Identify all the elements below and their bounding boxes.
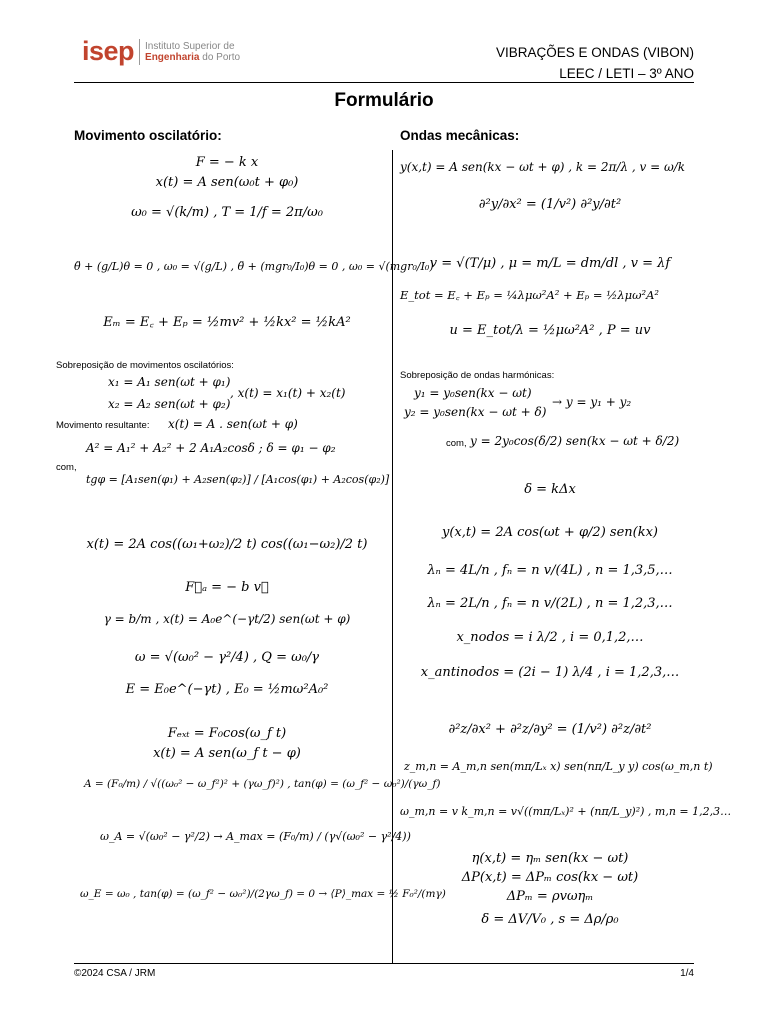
eq-forced-amplitude: A = (F₀/m) / √((ω₀² − ω_f²)² + (γω_f)²) , tan(φ) = (ω_f² − ω₀²)/(γω_f)	[84, 778, 441, 790]
eq-energy-resonance: ω_E = ω₀ , tan(φ) = (ω_f² − ω₀²)/(2γω_f) = 0 → ⟨P⟩_max = ½ F₀²/(mγ)	[80, 888, 446, 900]
eq-damped-motion: γ = b/m , x(t) = A₀e^(−γt/2) sen(ωt + φ)	[103, 612, 351, 626]
eq-amplitude: A² = A₁² + A₂² + 2 A₁A₂cosδ ; δ = φ₁ − φ₂	[86, 441, 336, 455]
eq-damping-force: F⃗ₐ = − b v⃗	[185, 580, 269, 595]
eq-antinodes: x_antinodos = (2i − 1) λ/4 , i = 1,2,3,…	[420, 665, 680, 680]
eq-condensation: δ = ΔV/V₀ , s = Δρ/ρ₀	[481, 912, 619, 927]
logo-separator	[139, 39, 140, 65]
eq-y2: y₂ = y₀sen(kx − ωt + δ)	[404, 405, 547, 419]
isep-logo	[82, 38, 240, 65]
logo-line2-rest: do Porto	[199, 51, 241, 63]
logo-line2-highlight: Engenharia	[145, 51, 200, 63]
eq-phase: tgφ = [A₁sen(φ₁) + A₂sen(φ₂)] / [A₁cos(φ₁) + A₂cos(φ₂)]	[86, 473, 390, 486]
eq-2d-wave-equation: ∂²z/∂x² + ∂²z/∂y² = (1/v²) ∂²z/∂t²	[448, 722, 652, 737]
eq-interference: y = 2y₀cos(δ/2) sen(kx − ωt + δ/2)	[470, 434, 680, 448]
eq-wave-energy: E_tot = E꜀ + Eₚ = ¼λμω²A² + Eₚ = ½λμω²A²	[400, 288, 660, 302]
eq-y-sum: → y = y₁ + y₂	[552, 395, 632, 409]
course-name: VIBRAÇÕES E ONDAS (VIBON)	[495, 45, 694, 60]
logo-text	[145, 41, 240, 63]
eq-y1: y₁ = y₀sen(kx − ωt)	[414, 386, 532, 400]
note-wave-with: com,	[446, 438, 467, 449]
note-resultant-motion: Movimento resultante:	[56, 420, 150, 431]
eq-pendulum: θ̈ + (g/L)θ = 0 , ω₀ = √(g/L) , θ̈ + (mgr₀/I₀)θ = 0 , ω₀ = √(mgr₀/I₀)	[74, 260, 434, 273]
note-with: com,	[56, 462, 77, 473]
eq-external-force: Fₑₓₜ = F₀cos(ω_f t)	[167, 726, 287, 741]
eq-x-sum: , x(t) = x₁(t) + x₂(t)	[230, 386, 346, 400]
eq-membrane-frequencies: ω_m,n = v k_m,n = v√((mπ/Lₓ)² + (nπ/L_y)²) , m,n = 1,2,3…	[400, 805, 732, 818]
eq-damped-energy: E = E₀e^(−γt) , E₀ = ½mω²A₀²	[125, 682, 329, 697]
eq-sound-displacement: η(x,t) = ηₘ sen(kx − ωt)	[471, 851, 629, 866]
eq-hooke: F = − k x	[195, 155, 259, 170]
footer-copyright: ©2024 CSA / JRM	[74, 968, 156, 979]
eq-standing-wave: y(x,t) = 2A cos(ωt + φ/2) sen(kx)	[441, 525, 658, 540]
eq-shm-position: x(t) = A sen(ω₀t + φ₀)	[155, 175, 299, 190]
eq-angular-frequency: ω₀ = √(k/m) , T = 1/f = 2π/ω₀	[131, 205, 323, 220]
note-oscillation-superposition: Sobreposição de movimentos oscilatórios:	[56, 360, 234, 371]
eq-energy-density: u = E_tot/λ = ½μω²A² , P = uv	[449, 323, 651, 338]
eq-harmonics-open: λₙ = 4L/n , fₙ = n v/(4L) , n = 1,3,5,…	[427, 563, 673, 578]
eq-wave-function: y(x,t) = A sen(kx − ωt + φ) , k = 2π/λ , v = ω/k	[400, 160, 686, 174]
header-rule	[74, 82, 694, 83]
eq-mechanical-energy: Eₘ = E꜀ + Eₚ = ½mv² + ½kx² = ½kA²	[103, 315, 351, 330]
note-wave-superposition: Sobreposição de ondas harmónicas:	[400, 370, 555, 381]
footer-rule	[74, 963, 694, 964]
page-title: Formulário	[334, 90, 434, 111]
eq-pressure-amplitude: ΔPₘ = ρvωηₘ	[506, 889, 594, 904]
eq-x2: x₂ = A₂ sen(ωt + φ₂)	[108, 397, 231, 411]
page-number: 1/4	[680, 968, 694, 979]
eq-forced-motion: x(t) = A sen(ω_f t − φ)	[153, 746, 301, 761]
eq-nodes: x_nodos = i λ/2 , i = 0,1,2,…	[456, 630, 644, 645]
eq-beats: x(t) = 2A cos((ω₁+ω₂)/2 t) cos((ω₁−ω₂)/2 t)	[86, 537, 368, 552]
page-header	[0, 0, 768, 82]
eq-resultant: x(t) = A . sen(ωt + φ)	[168, 417, 298, 431]
logo-line1: Instituto Superior de	[145, 40, 235, 52]
eq-wave-speed: v = √(T/μ) , μ = m/L = dm/dl , v = λf	[429, 256, 671, 271]
course-info	[496, 42, 694, 84]
left-section-heading: Movimento oscilatório:	[74, 128, 222, 143]
eq-membrane-modes: z_m,n = A_m,n sen(mπ/Lₓ x) sen(nπ/L_y y) cos(ω_m,n t)	[404, 760, 713, 773]
eq-damped-frequency: ω = √(ω₀² − γ²/4) , Q = ω₀/γ	[134, 650, 320, 665]
eq-phase-difference: δ = kΔx	[524, 482, 576, 497]
course-year: LEEC / LETI – 3º ANO	[559, 66, 694, 81]
right-section-heading: Ondas mecânicas:	[400, 128, 520, 143]
eq-x1: x₁ = A₁ sen(ωt + φ₁)	[108, 375, 231, 389]
eq-amplitude-resonance: ω_A = √(ω₀² − γ²/2) → A_max = (F₀/m) / (γ√(ω₀² − γ²/4))	[100, 830, 411, 843]
eq-pressure-wave: ΔP(x,t) = ΔPₘ cos(kx − ωt)	[461, 870, 639, 885]
eq-wave-equation: ∂²y/∂x² = (1/v²) ∂²y/∂t²	[478, 197, 622, 212]
eq-harmonics-fixed: λₙ = 2L/n , fₙ = n v/(2L) , n = 1,2,3,…	[427, 596, 673, 611]
logo-mark: isep	[82, 36, 135, 66]
